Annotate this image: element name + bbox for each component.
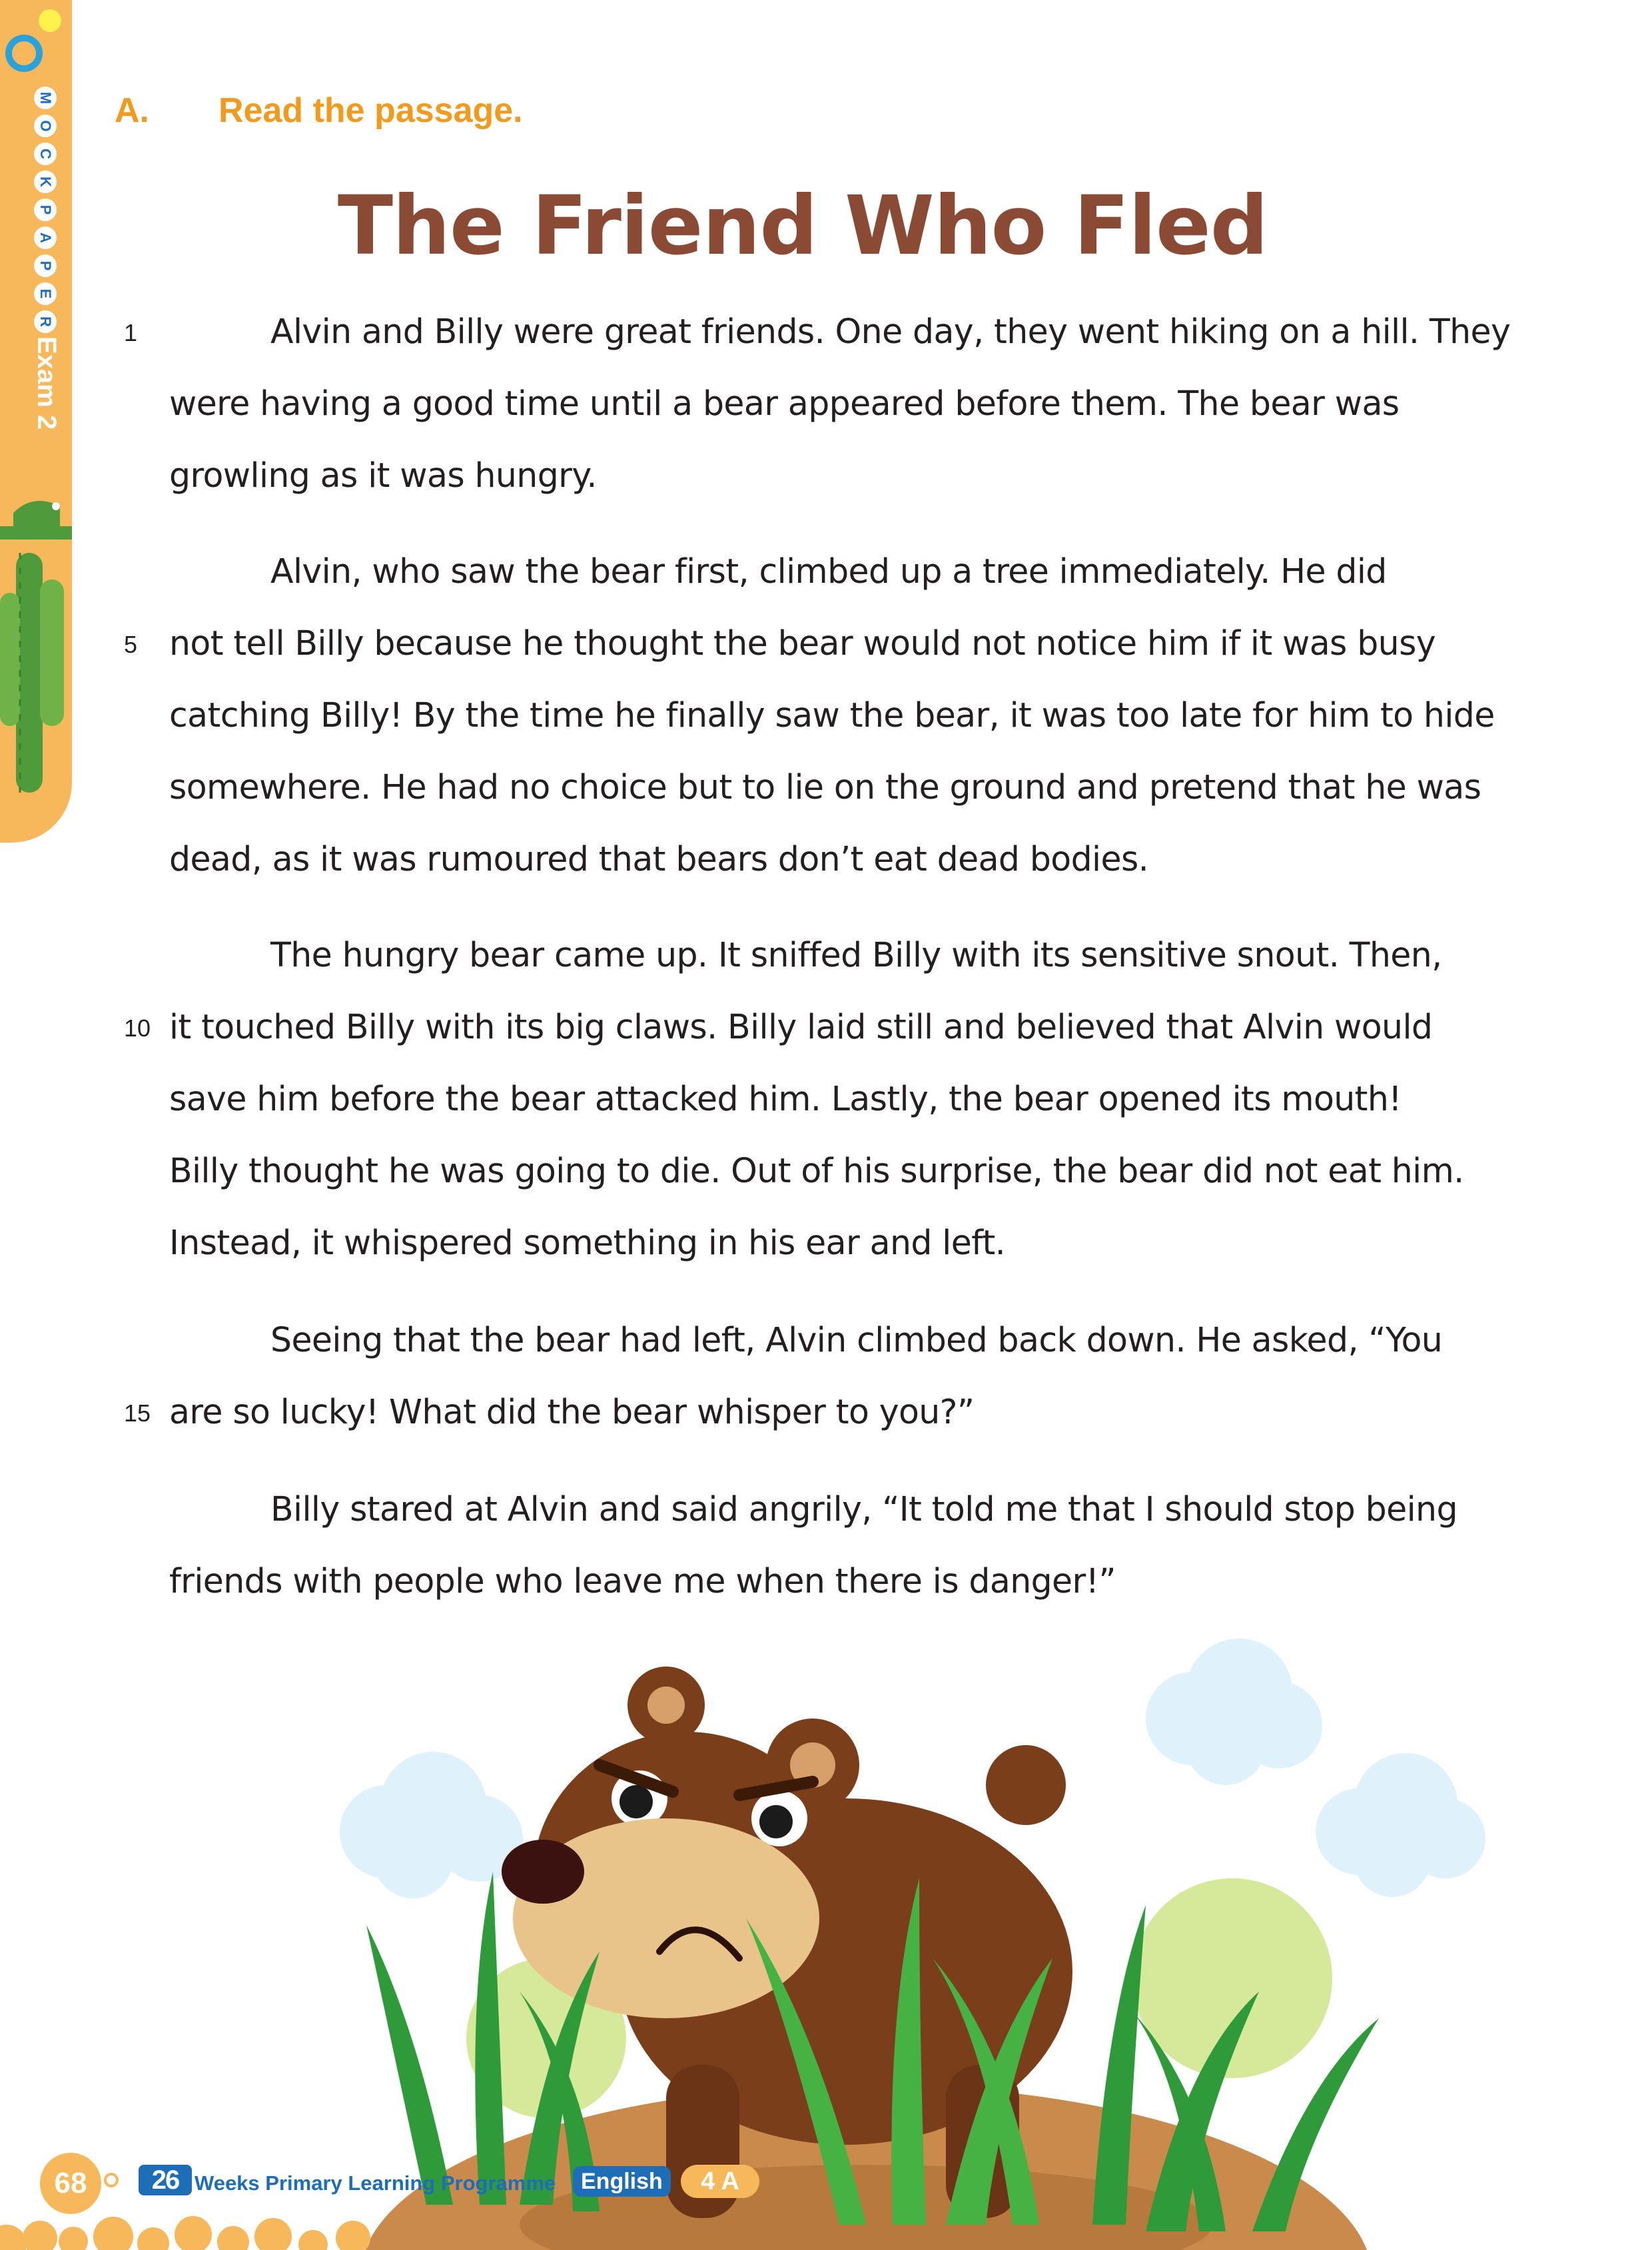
mock-paper-letter: A — [34, 226, 57, 249]
cactus-icon — [0, 486, 72, 833]
page-number: 68 — [40, 2153, 101, 2214]
mock-paper-letter: K — [34, 171, 57, 193]
story-title: The Friend Who Fled — [337, 179, 1268, 273]
subject-badge: English — [573, 2166, 671, 2197]
passage-line: not tell Billy because he thought the bear would not notice him if it was busy — [169, 623, 1436, 663]
ring-icon — [104, 2173, 119, 2187]
mock-paper-letter: P — [34, 198, 57, 221]
mock-paper-letter: P — [34, 254, 57, 277]
passage-line: somewhere. He had no choice but to lie on the ground and pretend that he was — [169, 767, 1481, 807]
passage-line: are so lucky! What did the bear whisper to you?” — [169, 1392, 975, 1431]
line-number: 10 — [124, 1014, 151, 1042]
passage-line: friends with people who leave me when there is danger!” — [169, 1561, 1116, 1601]
passage-line: Alvin and Billy were great friends. One day, they went hiking on a hill. They — [270, 312, 1511, 351]
mock-paper-letter: C — [34, 143, 57, 165]
passage-line: The hungry bear came up. It sniffed Billy with its sensitive snout. Then, — [270, 935, 1442, 974]
yellow-dot-icon — [39, 9, 61, 32]
passage-line: were having a good time until a bear appeared before them. The bear was — [169, 384, 1400, 423]
cloud-icon — [1146, 1639, 1322, 1785]
cloud-icon — [1316, 1753, 1485, 1897]
passage-line: dead, as it was rumoured that bears don’t eat dead bodies. — [169, 839, 1149, 879]
mock-paper-letter: M — [34, 87, 57, 109]
passage-line: Billy stared at Alvin and said angrily, “It told me that I should stop being — [270, 1489, 1457, 1529]
section-instruction: Read the passage. — [218, 91, 523, 130]
cloud-icon — [340, 1752, 523, 1898]
passage-line: catching Billy! By the time he finally saw the bear, it was too late for him to hide — [169, 695, 1495, 735]
side-tab — [0, 0, 72, 843]
mock-paper-letter: O — [34, 115, 57, 137]
section-letter: A. — [115, 91, 149, 130]
exam-label: Exam 2 — [32, 336, 61, 430]
mock-paper-letter: R — [34, 310, 57, 333]
passage-line: Alvin, who saw the bear first, climbed up a tree immediately. He did — [270, 552, 1387, 591]
programme-name: Weeks Primary Learning Programme — [195, 2171, 556, 2195]
passage-line: growling as it was hungry. — [169, 456, 597, 495]
mock-paper-letter: E — [34, 282, 57, 305]
grade-badge: 4 A — [681, 2165, 759, 2198]
passage-line: save him before the bear attacked him. Lastly, the bear opened its mouth! — [169, 1079, 1402, 1118]
passage-line: Instead, it whispered something in his ear and left. — [169, 1223, 1006, 1262]
line-number: 15 — [124, 1399, 151, 1427]
passage-line: it touched Billy with its big claws. Billy laid still and believed that Alvin would — [169, 1007, 1433, 1046]
passage-line: Seeing that the bear had left, Alvin climbed back down. He asked, “You — [270, 1320, 1443, 1359]
programme-logo: 26 — [139, 2165, 192, 2195]
bear-illustration — [0, 1625, 1652, 2250]
line-number: 5 — [124, 631, 138, 658]
passage-line: Billy thought he was going to die. Out of his surprise, the bear did not eat him. — [169, 1151, 1464, 1190]
ring-icon — [5, 35, 43, 72]
line-number: 1 — [124, 319, 138, 346]
